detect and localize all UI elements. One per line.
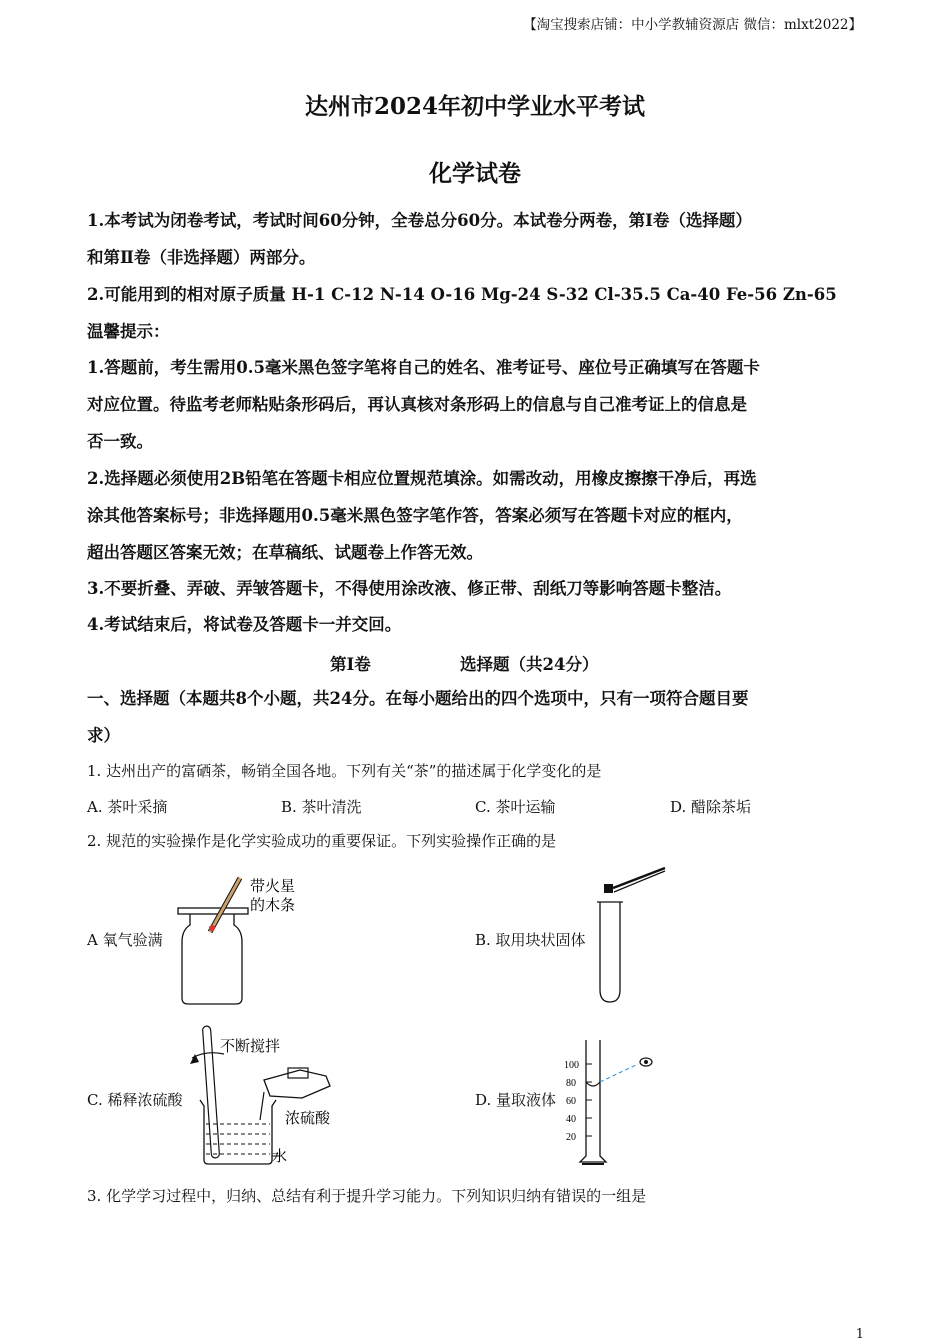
note-line: 和第Ⅱ卷（非选择题）两部分。 — [87, 248, 316, 267]
q3-stem: 3. 化学学习过程中，归纳、总结有利于提升学习能力。下列知识归纳有错误的一组是 — [87, 1187, 647, 1205]
q2-a-note2: 的木条 — [250, 896, 296, 914]
dilution-figure — [180, 1020, 360, 1170]
q2-stem: 2. 规范的实验操作是化学实验成功的重要保证。下列实验操作正确的是 — [87, 832, 557, 850]
header-note: 【淘宝搜索店铺：中小学教辅资源店 微信：mlxt2022】 — [523, 17, 862, 33]
exam-subtitle: 化学试卷 — [429, 160, 521, 187]
d-tick-80: 80 — [566, 1078, 576, 1089]
note-line: 1.本考试为闭卷考试，考试时间60分钟，全卷总分60分。本试卷分两卷，第I卷（选择题） — [87, 211, 752, 230]
q1-option-b: B. 茶叶清洗 — [281, 798, 362, 816]
q2-option-a-label: A 氧气验满 — [87, 931, 163, 949]
oxygen-jar-figure — [170, 870, 320, 1010]
note-line: 3.不要折叠、弄破、弄皱答题卡，不得使用涂改液、修正带、刮纸刀等影响答题卡整洁。 — [87, 579, 732, 598]
exam-title: 达州市2024年初中学业水平考试 — [304, 93, 645, 120]
q2-c-acid: 浓硫酸 — [285, 1109, 331, 1127]
test-tube-figure — [595, 862, 675, 1007]
note-line: 4.考试结束后，将试卷及答题卡一并交回。 — [87, 615, 402, 634]
q2-c-water: 水 — [272, 1147, 288, 1165]
note-line: 2.可能用到的相对原子质量 H-1 C-12 N-14 O-16 Mg-24 S-32 Cl-35.5 Ca-40 Fe-56 Zn-65 — [87, 285, 837, 304]
note-line: 2.选择题必须使用2B铅笔在答题卡相应位置规范填涂。如需改动，用橡皮擦擦干净后，再选 — [87, 469, 757, 488]
note-line: 涂其他答案标号；非选择题用0.5毫米黑色签字笔作答，答案必须写在答题卡对应的框内， — [87, 506, 743, 525]
d-tick-20: 20 — [566, 1132, 576, 1143]
section-name: 选择题（共24分） — [460, 655, 599, 674]
page-number: 1 — [855, 1327, 864, 1342]
note-line: 否一致。 — [87, 432, 153, 451]
q2-option-d-label: D. 量取液体 — [475, 1091, 557, 1109]
q2-option-b-label: B. 取用块状固体 — [475, 931, 586, 949]
instruction-line: 一、选择题（本题共8个小题，共24分。在每小题给出的四个选项中，只有一项符合题目要 — [87, 689, 749, 708]
d-tick-40: 40 — [566, 1114, 576, 1125]
d-tick-100: 100 — [564, 1060, 579, 1071]
note-line: 对应位置。待监考老师粘贴条形码后，再认真核对条形码上的信息与自己准考证上的信息是 — [87, 395, 747, 414]
q1-option-c: C. 茶叶运输 — [475, 798, 556, 816]
q1-stem: 1. 达州出产的富硒茶，畅销全国各地。下列有关“茶”的描述属于化学变化的是 — [87, 762, 602, 780]
q2-c-stir: 不断搅拌 — [220, 1037, 281, 1055]
section-part: 第I卷 — [330, 655, 371, 674]
q1-option-a: A. 茶叶采摘 — [87, 798, 168, 816]
note-line: 超出答题区答案无效；在草稿纸、试题卷上作答无效。 — [87, 543, 483, 562]
d-tick-60: 60 — [566, 1096, 576, 1107]
q2-option-c-label: C. 稀释浓硫酸 — [87, 1091, 183, 1109]
cylinder-figure — [560, 1030, 670, 1170]
note-line: 温馨提示： — [87, 322, 170, 341]
instruction-line: 求） — [87, 726, 120, 745]
note-line: 1.答题前，考生需用0.5毫米黑色签字笔将自己的姓名、准考证号、座位号正确填写在答题卡 — [87, 358, 760, 377]
q1-option-d: D. 醋除茶垢 — [670, 798, 752, 816]
q2-a-note1: 带火星 — [250, 877, 296, 895]
